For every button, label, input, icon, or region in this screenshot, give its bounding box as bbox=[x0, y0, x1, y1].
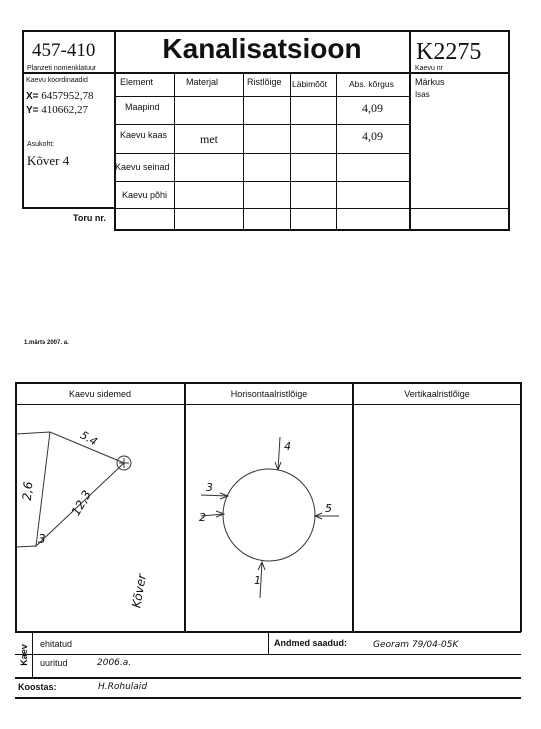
data-source-value: Georam 79/04-05K bbox=[373, 640, 459, 650]
pipe-number-label: Toru nr. bbox=[73, 213, 106, 223]
pipe-label-left-b: 2 bbox=[199, 511, 206, 524]
sketch-dimension-top: 5.4 bbox=[77, 428, 100, 449]
section-horizontal-title: Horisontaalristlõige bbox=[230, 389, 308, 399]
pipe-label-left-a: 3 bbox=[206, 481, 213, 494]
measured-label: uuritud bbox=[40, 658, 68, 668]
measured-value: 2006.a. bbox=[97, 658, 132, 668]
section-vertical-title: Vertikaalristlõige bbox=[404, 389, 470, 399]
section-links-title: Kaevu sidemed bbox=[68, 389, 132, 399]
row-material: met bbox=[200, 132, 218, 146]
row-element: Kaevu põhi bbox=[122, 190, 168, 200]
col-header-element: Element bbox=[120, 77, 154, 87]
x-label: X= bbox=[26, 91, 39, 102]
row-abs-height: 4,09 bbox=[362, 101, 383, 115]
well-number: K2275 bbox=[416, 39, 482, 65]
sketch-dimension-bottom: 3 bbox=[38, 532, 46, 546]
compiled-label: Koostas: bbox=[18, 682, 57, 692]
map-sheet-number: 457-410 bbox=[32, 40, 96, 61]
pipe-label-bottom: 1 bbox=[254, 574, 261, 587]
col-header-abs-height: Abs. kõrgus bbox=[349, 79, 394, 89]
row-abs-height: 4,09 bbox=[362, 129, 383, 143]
sketch-dimension-left: 2,6 bbox=[19, 480, 36, 502]
y-coordinate: 410662,27 bbox=[41, 104, 89, 116]
pipe-label-right: 5 bbox=[325, 502, 332, 515]
compiled-value: H.Rohulaid bbox=[98, 682, 148, 692]
data-source-label: Andmed saadud: bbox=[274, 638, 348, 648]
notes-header: Märkus bbox=[415, 77, 445, 87]
map-sheet-label: Planzeti nomenklatuur bbox=[27, 65, 97, 72]
col-header-section: Ristlõige bbox=[247, 77, 282, 87]
well-vertical-label: Kaev bbox=[19, 644, 29, 666]
notes-value: Isas bbox=[415, 90, 430, 99]
well-number-label: Kaevu nr bbox=[415, 65, 444, 72]
sketch-dimension-diagonal: 12,3 bbox=[68, 487, 95, 519]
y-label: Y= bbox=[26, 105, 39, 116]
row-element: Kaevu seinad bbox=[115, 162, 170, 172]
document-date: 1.märts 2007. a. bbox=[24, 340, 69, 346]
location-value: Kõver 4 bbox=[27, 153, 70, 168]
page-title: Kanalisatsioon bbox=[162, 33, 362, 64]
built-label: ehitatud bbox=[40, 639, 73, 649]
x-coordinate: 6457952,78 bbox=[41, 90, 94, 102]
col-header-material: Materjal bbox=[186, 77, 219, 87]
row-element: Maapind bbox=[125, 102, 160, 112]
col-header-diameter: Läbimõõt bbox=[292, 79, 327, 89]
coordinates-label: Kaevu koordinaadid bbox=[26, 77, 88, 84]
pipe-label-top: 4 bbox=[284, 440, 291, 453]
row-element: Kaevu kaas bbox=[120, 130, 168, 140]
location-label: Asukoht: bbox=[27, 141, 55, 148]
sketch-street-name: Kõver bbox=[129, 572, 149, 610]
